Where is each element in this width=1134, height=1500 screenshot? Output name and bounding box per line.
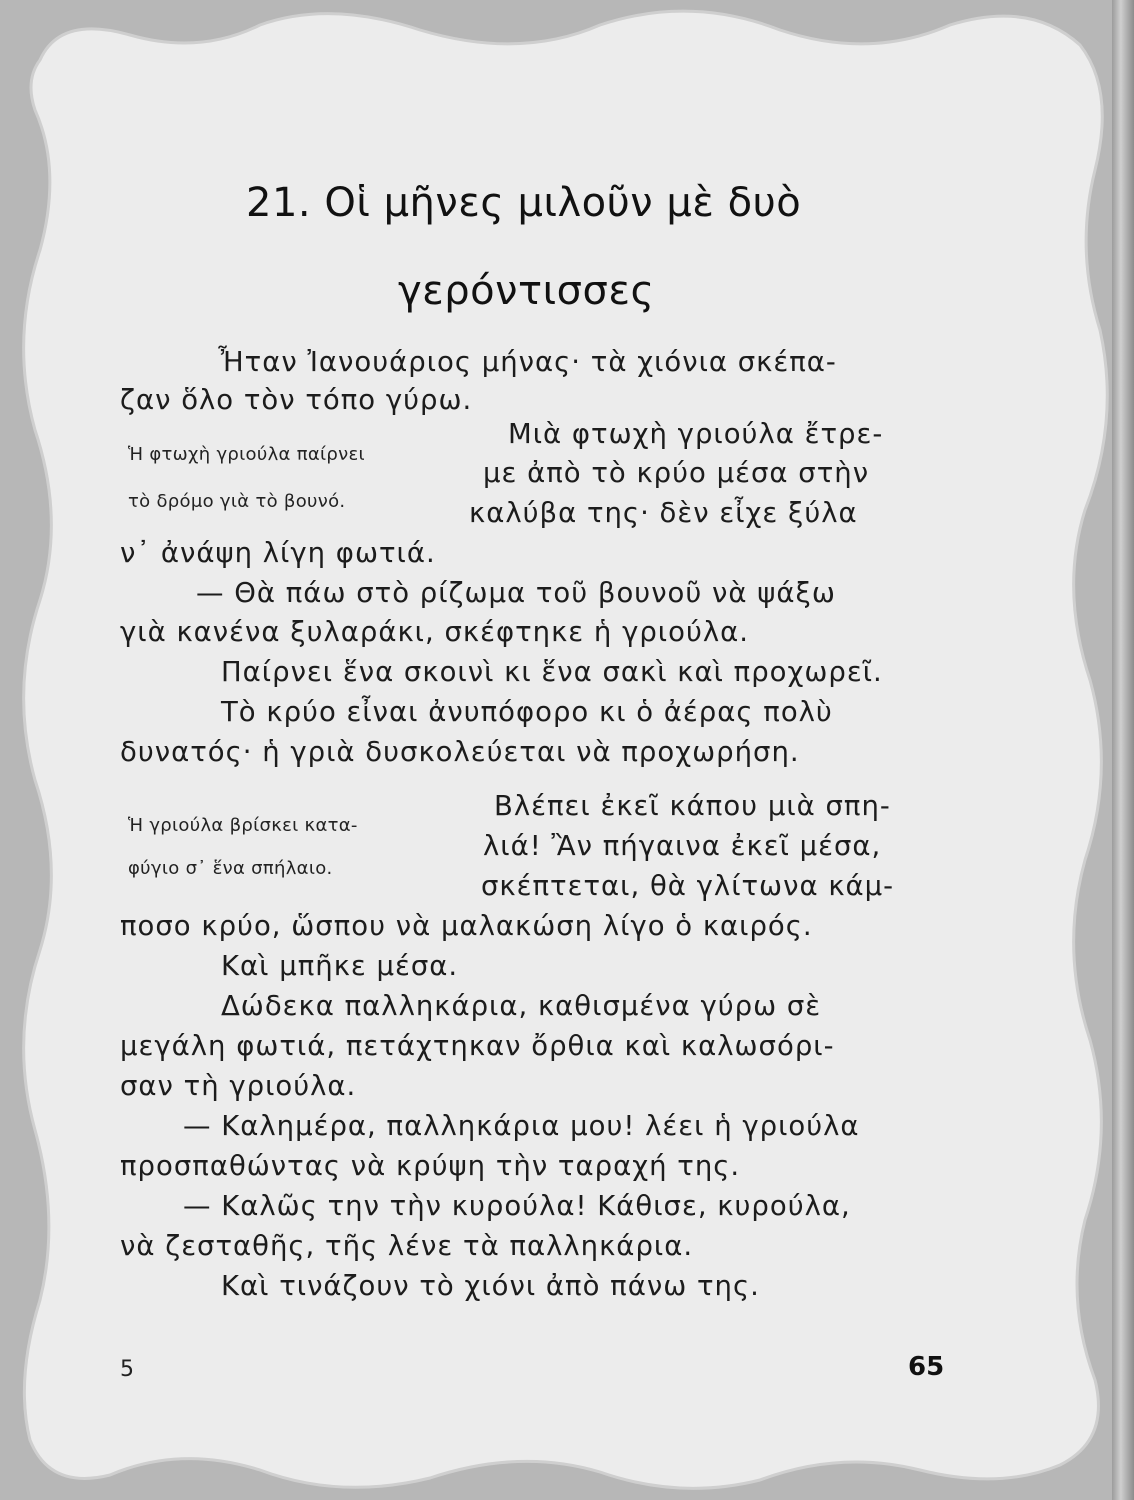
story-line: Ἦταν Ἰανουάριος μήνας· τὰ χιόνια σκέπα-	[218, 346, 837, 378]
story-line: Καὶ μπῆκε μέσα.	[221, 950, 459, 982]
story-line: — Καλῶς την τὴν κυρούλα! Κάθισε, κυρούλα,	[183, 1190, 851, 1222]
margin-note-1-line-2: τὸ δρόμο γιὰ τὸ βουνό.	[128, 491, 346, 512]
story-line: με ἀπὸ τὸ κρύο μέσα στὴν	[483, 457, 870, 489]
story-line: Δώδεκα παλληκάρια, καθισμένα γύρω σὲ	[221, 990, 822, 1022]
story-line: μεγάλη φωτιά, πετάχτηκαν ὄρθια καὶ καλωσόρι-	[120, 1030, 835, 1062]
story-line: δυνατός· ἡ γριὰ δυσκολεύεται νὰ προχωρήση.	[120, 736, 800, 768]
printer-signature-mark: 5	[120, 1357, 134, 1382]
chapter-title-line-2: γερόντισσες	[398, 268, 655, 314]
page-edge-shadow	[1112, 0, 1134, 1500]
story-line: Μιὰ φτωχὴ γριούλα ἔτρε-	[508, 418, 884, 450]
chapter-title-line-1: 21. Οἱ μῆνες μιλοῦν μὲ δυὸ	[246, 180, 802, 226]
story-line: προσπαθώντας νὰ κρύψη τὴν ταραχή της.	[120, 1150, 741, 1182]
story-line: — Καλημέρα, παλληκάρια μου! λέει ἡ γριούλα	[183, 1110, 860, 1142]
story-line: Παίρνει ἕνα σκοινὶ κι ἕνα σακὶ καὶ προχωρεῖ.	[221, 656, 883, 688]
story-line: ν᾽ ἀνάψη λίγη φωτιά.	[120, 537, 436, 569]
story-line: σαν τὴ γριούλα.	[120, 1070, 357, 1102]
story-line: ζαν ὅλο τὸν τόπο γύρω.	[120, 384, 473, 416]
story-line: σκέπτεται, θὰ γλίτωνα κάμ-	[481, 870, 895, 902]
story-line: γιὰ κανένα ξυλαράκι, σκέφτηκε ἡ γριούλα.	[120, 616, 749, 648]
story-line: λιά! Ἂν πήγαινα ἐκεῖ μέσα,	[483, 830, 882, 862]
story-line: νὰ ζεσταθῆς, τῆς λένε τὰ παλληκάρια.	[120, 1230, 694, 1262]
margin-note-2-line-1: Ἡ γριούλα βρίσκει κατα-	[128, 815, 358, 836]
story-line: Τὸ κρύο εἶναι ἀνυπόφορο κι ὁ ἀέρας πολὺ	[221, 696, 833, 728]
story-line: Βλέπει ἐκεῖ κάπου μιὰ σπη-	[494, 790, 891, 822]
story-line: ποσο κρύο, ὥσπου νὰ μαλακώση λίγο ὁ καιρός.	[120, 910, 813, 942]
margin-note-1-line-1: Ἡ φτωχὴ γριούλα παίρνει	[128, 444, 365, 465]
page-number: 65	[908, 1352, 945, 1382]
story-line: καλύβα της· δὲν εἶχε ξύλα	[469, 497, 858, 529]
margin-note-2-line-2: φύγιο σ᾽ ἕνα σπήλαιο.	[128, 858, 333, 879]
story-line: — Θὰ πάω στὸ ρίζωμα τοῦ βουνοῦ νὰ ψάξω	[196, 577, 836, 609]
story-line: Καὶ τινάζουν τὸ χιόνι ἀπὸ πάνω της.	[221, 1270, 760, 1302]
